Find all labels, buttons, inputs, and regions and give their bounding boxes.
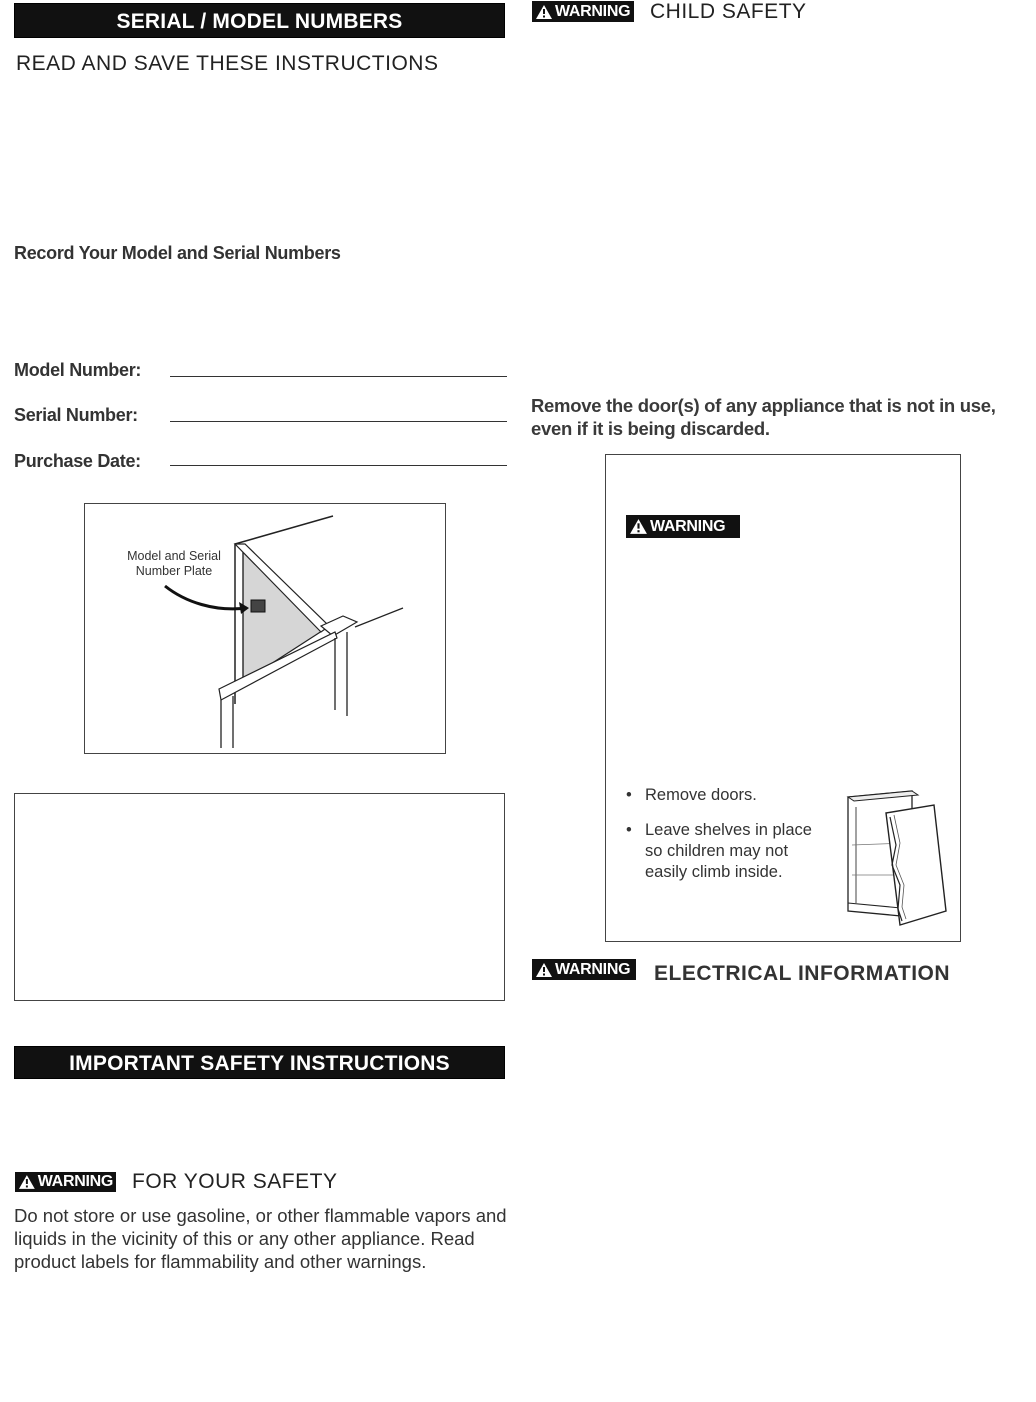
plate-caption: Model and Serial Number Plate — [127, 549, 221, 578]
bullet-dot: • — [626, 821, 632, 839]
serial-number-label: Serial Number: — [14, 405, 138, 425]
box-warning-badge — [626, 515, 740, 538]
serial-model-banner: SERIAL / MODEL NUMBERS — [14, 3, 505, 38]
warning-badge-text: WARNING — [650, 517, 726, 535]
bullet-item — [626, 820, 856, 890]
model-number-label: Model Number: — [14, 360, 142, 380]
purchase-date-field[interactable] — [170, 465, 507, 466]
child-safety-title: CHILD SAFETY — [650, 0, 807, 23]
child-warning-box — [605, 454, 961, 942]
refrigerator-corner-illustration — [85, 504, 444, 752]
read-save-heading: READ AND SAVE THESE INSTRUCTIONS — [16, 52, 439, 75]
warning-triangle-icon — [18, 1174, 36, 1190]
warning-badge-text: WARNING — [555, 2, 631, 20]
record-heading: Record Your Model and Serial Numbers — [14, 243, 341, 263]
serial-plate-figure — [84, 503, 446, 754]
child-safety-badge — [532, 1, 634, 22]
warning-badge-text: WARNING — [555, 960, 631, 978]
refrigerator-door-removed-illustration — [842, 785, 952, 930]
bullet-dot: • — [626, 786, 632, 804]
electrical-title: ELECTRICAL INFORMATION — [654, 962, 951, 985]
note-box — [14, 793, 505, 1001]
bullet-text: Remove doors. — [645, 786, 757, 804]
model-number-field[interactable] — [170, 376, 507, 377]
bullet-text: Leave shelves in place so children may not easily climb inside. — [645, 821, 812, 881]
warning-triangle-icon — [535, 962, 553, 978]
warning-triangle-icon — [629, 518, 648, 535]
warning-triangle-icon — [535, 4, 553, 20]
for-safety-title: FOR YOUR SAFETY — [132, 1170, 338, 1193]
for-safety-text: Do not store or use gasoline, or other flammable vapors and liquids in the vicinity of this or any other appliance. Read product labels for flammability and other warnings. — [14, 1205, 507, 1272]
purchase-date-label: Purchase Date: — [14, 451, 141, 471]
warning-badge-text: WARNING — [37, 1173, 113, 1190]
remove-doors-text: Remove the door(s) of any appliance that is not in use, even if it is being discarded. — [531, 395, 996, 439]
serial-number-field[interactable] — [170, 421, 507, 422]
bullet-item — [626, 785, 856, 809]
warning-badge — [15, 1172, 116, 1192]
important-safety-banner: IMPORTANT SAFETY INSTRUCTIONS — [14, 1046, 505, 1079]
electrical-badge — [532, 959, 636, 980]
